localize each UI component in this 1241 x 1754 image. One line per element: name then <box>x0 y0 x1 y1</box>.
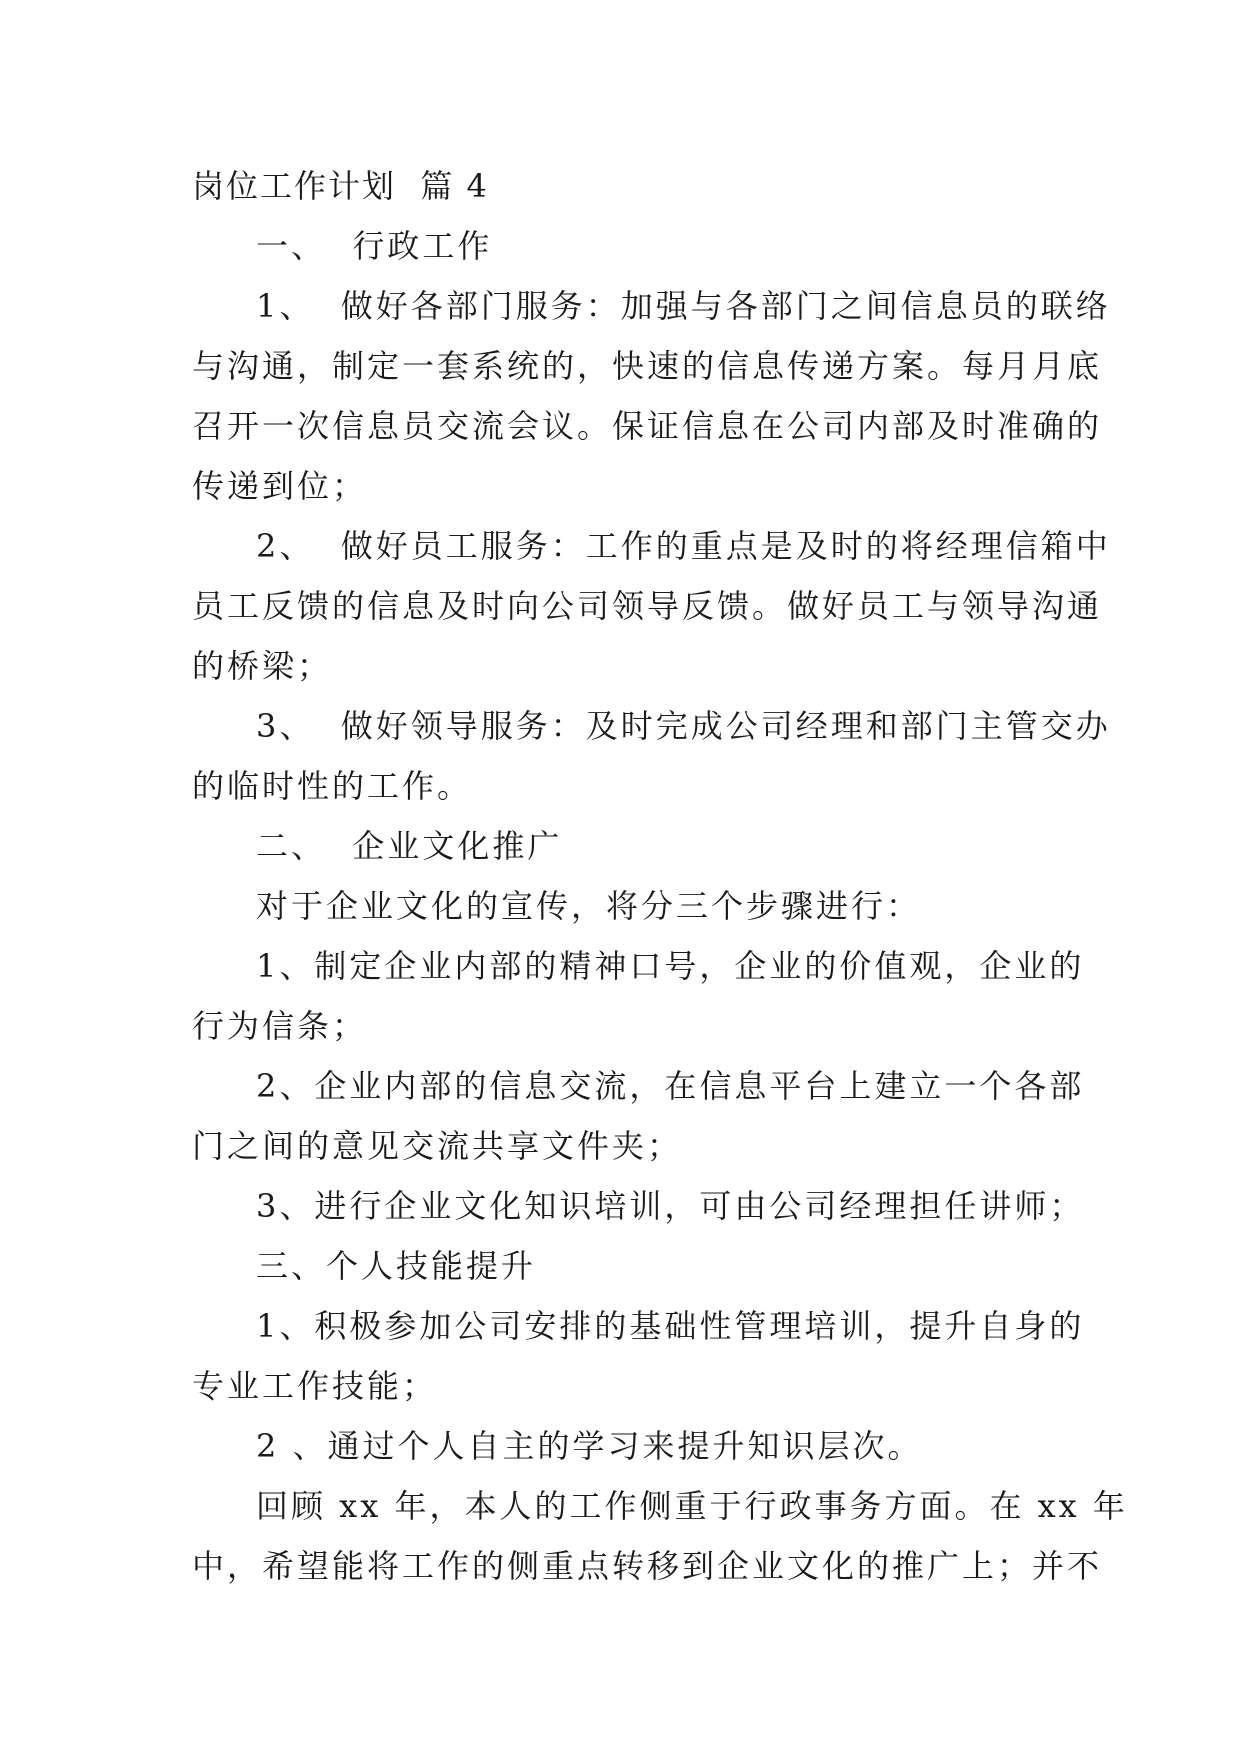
paragraph-line: 门之间的意见交流共享文件夹； <box>192 1127 683 1165</box>
paragraph-line: 1、制定企业内部的精神口号，企业的价值观，企业的 <box>256 947 1085 985</box>
paragraph-line: 3、 做好领导服务：及时完成公司经理和部门主管交办 <box>256 707 1111 745</box>
paragraph-line: 的临时性的工作。 <box>192 767 473 805</box>
paragraph-line: 员工反馈的信息及时向公司领导反馈。做好员工与领导沟通 <box>192 587 1103 625</box>
document-title: 岗位工作计划 篇 4 <box>192 167 489 205</box>
paragraph-line: 回顾 xx 年，本人的工作侧重于行政事务方面。在 xx 年 <box>256 1487 1128 1525</box>
paragraph-line: 3、进行企业文化知识培训，可由公司经理担任讲师； <box>256 1187 1085 1225</box>
paragraph-line: 行为信条； <box>192 1007 368 1045</box>
section-heading-culture: 二、 企业文化推广 <box>256 827 563 865</box>
paragraph-line: 1、积极参加公司安排的基础性管理培训，提升自身的 <box>256 1307 1085 1345</box>
paragraph-line: 的桥梁； <box>192 647 333 685</box>
paragraph-line: 中，希望能将工作的侧重点转移到企业文化的推广上；并不 <box>192 1547 1103 1585</box>
paragraph-line: 传递到位； <box>192 467 368 505</box>
paragraph-line: 2、企业内部的信息交流，在信息平台上建立一个各部 <box>256 1067 1085 1105</box>
paragraph-line: 对于企业文化的宣传，将分三个步骤进行： <box>256 887 922 925</box>
paragraph-line: 2 、通过个人自主的学习来提升知识层次。 <box>256 1427 923 1465</box>
paragraph-line: 召开一次信息员交流会议。保证信息在公司内部及时准确的 <box>192 407 1103 445</box>
section-heading-skills: 三、个人技能提升 <box>256 1247 537 1285</box>
section-heading-admin: 一、 行政工作 <box>256 227 493 265</box>
paragraph-line: 2、 做好员工服务：工作的重点是及时的将经理信箱中 <box>256 527 1111 565</box>
paragraph-line: 专业工作技能； <box>192 1367 438 1405</box>
paragraph-line: 与沟通，制定一套系统的，快速的信息传递方案。每月月底 <box>192 347 1103 385</box>
document-body <box>192 156 1128 1596</box>
paragraph-line: 1、 做好各部门服务：加强与各部门之间信息员的联络 <box>256 287 1111 325</box>
